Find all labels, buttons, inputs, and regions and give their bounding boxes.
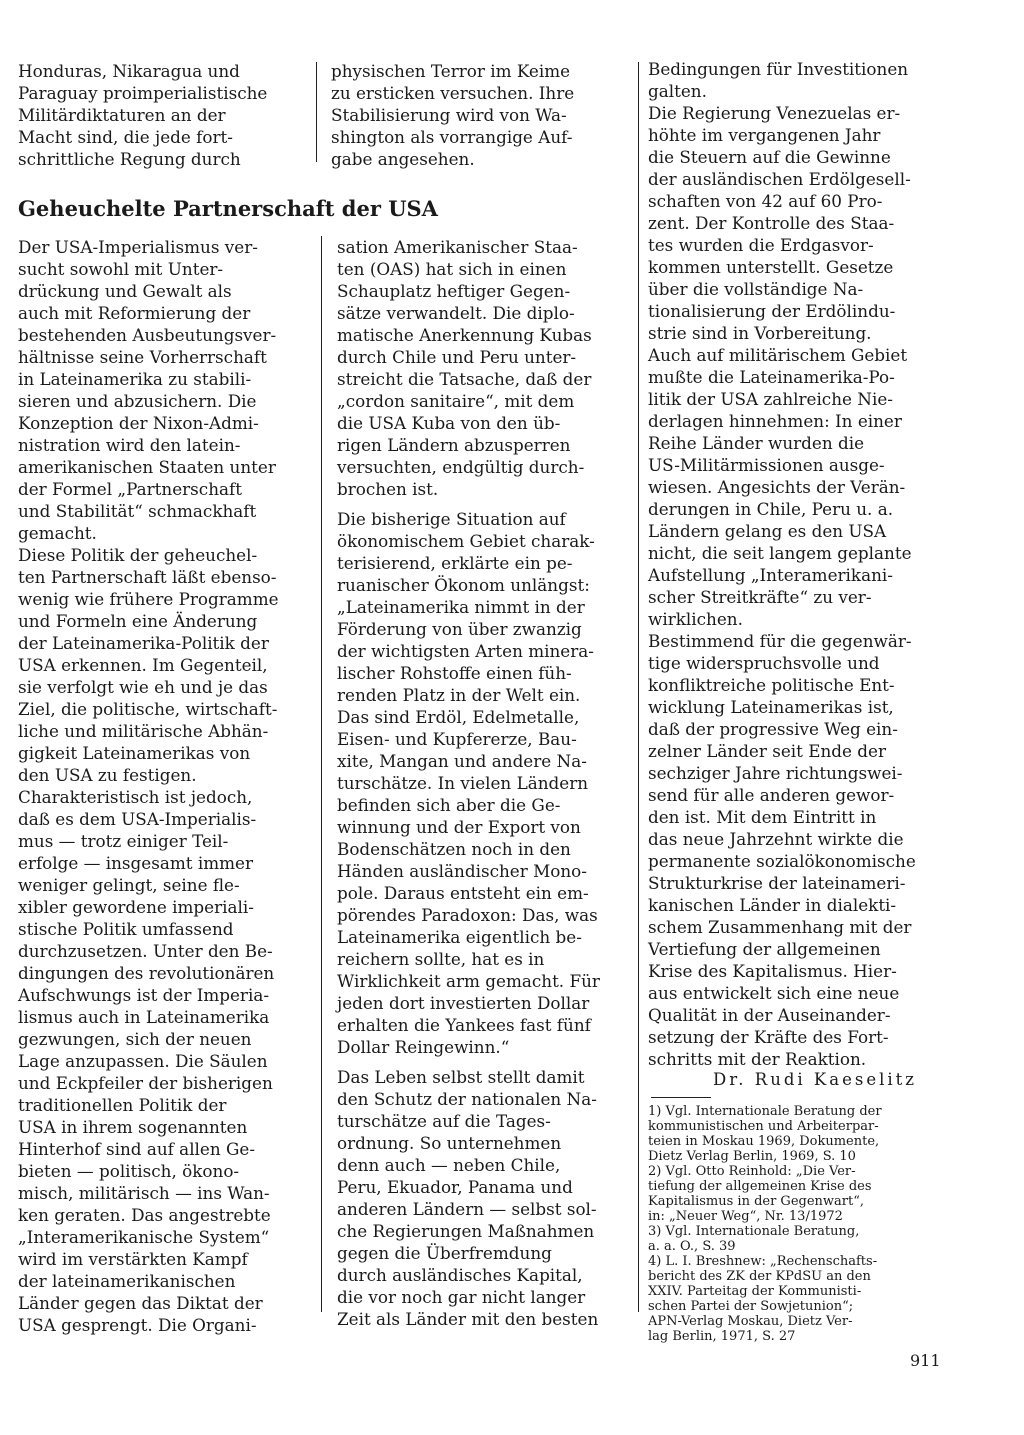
paragraph: Die Regierung Venezuelas er- höhte im vergangenen Jahr die Steuern auf die Gewinne der ausländischen Erdölgesell- schaften von 42 auf 60 Pro- zent. Der Kontrolle des Staa- tes wurden die Erdgasvor- kommen unterstellt. Gesetze über die vollständige Na- tionalisierung der Erdölindu- strie sind in Vorbereitung. (648, 103, 911, 343)
footnotes (648, 1104, 942, 1344)
footnote: 1) Vgl. Internationale Beratung der kommunistischen und Arbeiterpar- teien in Moskau 1969, Dokumente, Dietz Verlag Berlin, 1969, S. 10 (648, 1104, 882, 1164)
footnote: 2) Vgl. Otto Reinhold: „Die Ver- tiefung der allgemeinen Krise des Kapitalismus in der Gegenwart“, in: „Neuer Weg“, Nr. 13/1972 (648, 1164, 872, 1224)
column-rule (638, 62, 639, 1312)
column-rule (321, 236, 322, 1312)
paragraph: Charakteristisch ist jedoch, daß es dem USA-Imperialis- mus — trotz einiger Teil- erfolge — insgesamt immer weniger gelingt, seine fle- xibler gewordene imperiali- stische Politik umfassend durchzusetzen. Unter den Be- dingungen des revolutionären Aufschwungs ist der Imperia- lismus auch in Lateinamerika gezwungen, sich der neuen Lage anzupassen. Die Säulen und Eckpfeiler der bisherigen traditionellen Politik der USA in ihrem sogenannten Hinterhof sind auf allen Ge- bieten — politisch, ökono- misch, militärisch — ins Wan- ken geraten. Das angestrebte „Interamerikanische System“ wird im verstärkten Kampf der lateinamerikanischen Länder gegen das Diktat der USA gesprengt. Die Organi- (18, 787, 275, 1335)
page-number: 911 (910, 1351, 941, 1370)
section-heading: Geheuchelte Partnerschaft der USA (18, 196, 438, 221)
column-1 (18, 236, 307, 1336)
top-col2 (331, 60, 617, 170)
paragraph: sation Amerikanischer Staa- ten (OAS) hat sich in einen Schauplatz heftiger Gegen- sätze verwandelt. Die diplo- matische Anerkennung Kubas durch Chile und Peru unter- streicht die Tatsache, daß der „cordon sanitaire“, mit dem die USA Kuba von den üb- rigen Ländern abzusperren versuchten, endgültig durch- brochen ist. (337, 237, 592, 499)
paragraph: Der USA-Imperialismus ver- sucht sowohl mit Unter- drückung und Gewalt als auch mit Reformierung der bestehenden Ausbeutungsver- hältnisse seine Vorherrschaft in Lateinamerika zu stabili- sieren und abzusichern. Die Konzeption der Nixon-Admi- nistration wird den latein- amerikanischen Staaten unter der Formel „Partnerschaft und Stabilität“ schmackhaft gemacht. (18, 237, 277, 543)
paragraph: Das Leben selbst stellt damit den Schutz der nationalen Na- turschätze auf die Tages- ordnung. So unternehmen denn auch — neben Chile, Peru, Ekuador, Panama und anderen Ländern — selbst sol- che Regierungen Maßnahmen gegen die Überfremdung durch ausländisches Kapital, die vor noch gar nicht langer Zeit als Länder mit den besten (337, 1067, 599, 1329)
author-signature: Dr. Rudi Kaeselitz (713, 1070, 917, 1089)
paragraph: Honduras, Nikaragua und Paraguay proimperialistische Militärdiktaturen an der Macht sind, die jede fort- schrittliche Regung durch (18, 61, 268, 169)
paragraph: Bedingungen für Investitionen galten. (648, 59, 909, 101)
paragraph: Bestimmend für die gegenwär- tige widerspruchsvolle und konfliktreiche politische Ent- wicklung Lateinamerikas ist, daß der progressive Weg ein- zelner Länder seit Ende der sechziger Jahre richtungswei- send für alle anderen gewor- den ist. Mit dem Eintritt in das neue Jahrzehnt wirkte die permanente sozialökonomische Strukturkrise der lateinameri- kanischen Länder in dialekti- schem Zusammenhang mit der Vertiefung der allgemeinen Krise des Kapitalismus. Hier- aus entwickelt sich eine neue Qualität in der Auseinander- setzung der Kräfte des Fort- schritts mit der Reaktion. (648, 631, 916, 1069)
column-rule (316, 62, 317, 162)
paragraph: Die bisherige Situation auf ökonomischem Gebiet charak- terisierend, erklärte ein pe- ruanischer Ökonom unlängst: „Lateinamerika nimmt in der Förderung von über zwanzig der wichtigsten Arten minera- lischer Rohstoffe einen füh- renden Platz in der Welt ein. Das sind Erdöl, Edelmetalle, Eisen- und Kupfererze, Bau- xite, Mangan und andere Na- turschätze. In vielen Ländern befinden sich aber die Ge- winnung und der Export von Bodenschätzen noch in den Händen ausländischer Mono- pole. Daraus entsteht ein em- pörendes Paradoxon: Das, was Lateinamerika eigentlich be- reichern sollte, hat es in Wirklichkeit arm gemacht. Für jeden dort investierten Dollar erhalten die Yankees fast fünf Dollar Reingewinn.“ (337, 509, 600, 1057)
footnote: 4) L. I. Breshnew: „Rechenschafts- bericht des ZK der KPdSU an den XXIV. Parteitag der Kommunisti- schen Partei der Sowjetunion“; APN-Verlag Moskau, Dietz Ver- lag Berlin, 1971, S. 27 (648, 1254, 878, 1344)
footnote-rule (651, 1097, 711, 1098)
column-3 (648, 58, 940, 1070)
paragraph: Auch auf militärischem Gebiet mußte die Lateinamerika-Po- litik der USA zahlreiche Nie- derlagen hinnehmen: In einer Reihe Länder wurden die US-Militärmissionen ausge- wiesen. Angesichts der Verän- derungen in Chile, Peru u. a. Ländern gelang es den USA nicht, die seit langem geplante Aufstellung „Interamerikani- scher Streitkräfte“ zu ver- wirklichen. (648, 345, 912, 629)
footnote: 3) Vgl. Internationale Beratung, a. a. O., S. 39 (648, 1224, 860, 1254)
top-col1 (18, 60, 301, 170)
column-2 (337, 236, 625, 1330)
paragraph: physischen Terror im Keime zu ersticken versuchen. Ihre Stabilisierung wird von Wa- shington als vorrangige Auf- gabe angesehen. (331, 61, 575, 169)
paragraph: Diese Politik der geheuchel- ten Partnerschaft läßt ebenso- wenig wie frühere Programme und Formeln eine Änderung der Lateinamerika-Politik der USA erkennen. Im Gegenteil, sie verfolgt wie eh und je das Ziel, die politische, wirtschaft- liche und militärische Abhän- gigkeit Lateinamerikas von den USA zu festigen. (18, 545, 279, 785)
